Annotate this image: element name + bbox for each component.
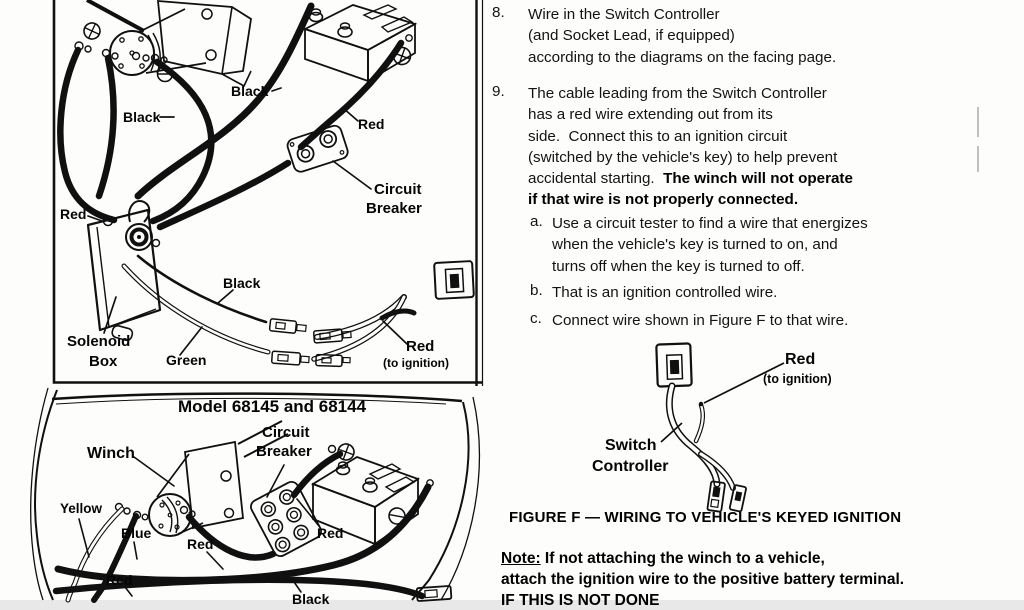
text-segment: accidental starting.	[528, 170, 664, 188]
winch-label: Winch	[87, 445, 135, 462]
note-line-2: attach the ignition wire to the positive battery terminal.	[501, 571, 905, 588]
text-line: Use a circuit tester to find a wire that energizes	[552, 215, 868, 232]
circuit-breaker-label: Breaker	[366, 200, 422, 217]
figure-red-label: Red	[785, 351, 816, 368]
wire-label-yellow: Yellow	[60, 501, 103, 516]
figure-red-sub-label: (to ignition)	[763, 372, 832, 386]
circuit-breaker-label: Circuit	[374, 181, 422, 198]
wire-label-black-lower: Black	[292, 591, 330, 607]
wire-label-black-thin: Black	[223, 275, 261, 291]
sub-item-c-letter: c.	[530, 310, 542, 327]
screw-icon	[329, 446, 336, 453]
switch-controller	[434, 261, 474, 299]
bottom-wiring-diagram-art	[26, 388, 484, 600]
item-8-text	[528, 4, 836, 68]
circuit-breaker-label: Circuit	[262, 424, 310, 441]
scan-artifact	[977, 107, 979, 137]
wire-label-red-battery: Red	[317, 525, 344, 541]
text-line: Connect wire shown in Figure F to that wire.	[552, 312, 849, 329]
diagram-title: Model 68145 and 68144	[178, 397, 367, 416]
text-line: turns off when the key is turned to off.	[552, 257, 805, 275]
text-line: if that wire is not properly connected.	[528, 191, 799, 209]
wire-label-red-lower: Red	[106, 572, 133, 588]
circuit-breaker-label: Breaker	[256, 443, 312, 460]
instructions-column	[488, 0, 1024, 609]
wire-label-red-battery: Red	[358, 116, 385, 132]
wire-label-red-winch: Red	[187, 536, 214, 552]
text-segment-bold: The winch will not operate	[663, 170, 853, 188]
note-line-1	[501, 550, 825, 568]
text-segment: If not attaching the winch to a vehicle,	[540, 550, 825, 567]
sub-item-a-text	[552, 213, 868, 277]
scan-artifact	[977, 146, 979, 172]
sub-item-b-letter: b.	[530, 282, 543, 299]
solenoid-box-label: Solenoid	[67, 333, 131, 350]
sub-item-c-text	[552, 310, 848, 331]
note-label: Note:	[501, 550, 541, 567]
wire-label-red-ignition-sub: (to ignition)	[383, 356, 449, 370]
sub-item-b-text	[552, 282, 777, 303]
text-line: according to the diagrams on the facing page.	[528, 48, 837, 66]
switch-controller-label: Switch	[605, 437, 657, 454]
text-line: That is an ignition controlled wire.	[552, 284, 778, 301]
switch-controller-label: Controller	[592, 458, 669, 475]
text-line: when the vehicle's key is turned to on, and	[552, 236, 838, 254]
screw-icon	[81, 20, 102, 41]
figure-f-caption: FIGURE F — WIRING TO VEHICLE'S KEYED IGNITION	[509, 509, 902, 526]
diagram-border	[31, 388, 480, 600]
text-line: (switched by the vehicle's key) to help prevent	[528, 148, 838, 166]
note-line-3: IF THIS IS NOT DONE	[501, 592, 660, 609]
solenoid-box	[88, 201, 160, 341]
item-9-text	[528, 83, 853, 211]
text-line: The cable leading from the Switch Controller	[528, 85, 827, 102]
wire-connectors	[269, 319, 351, 367]
winch-motor	[75, 0, 251, 86]
wire-label-black-battery: Black	[231, 83, 269, 99]
text-line: Wire in the Switch Controller	[528, 6, 720, 23]
wire-label-blue: Blue	[121, 525, 152, 541]
wire-label-red-solenoid: Red	[60, 206, 87, 222]
text-line: (and Socket Lead, if equipped)	[528, 27, 735, 45]
text-line	[528, 168, 853, 189]
text-line: side. Connect this to an ignition circuit	[528, 127, 788, 145]
sub-item-a-letter: a.	[530, 213, 543, 230]
wire-label-red-ignition: Red	[406, 338, 435, 355]
text-line: has a red wire extending out from its	[528, 106, 773, 124]
wire-label-black-motor: Black	[123, 109, 161, 125]
solenoid-box-label: Box	[89, 353, 118, 370]
item-8-number: 8.	[492, 4, 505, 21]
wire-label-green: Green	[166, 352, 207, 368]
item-9-number: 9.	[492, 83, 505, 100]
